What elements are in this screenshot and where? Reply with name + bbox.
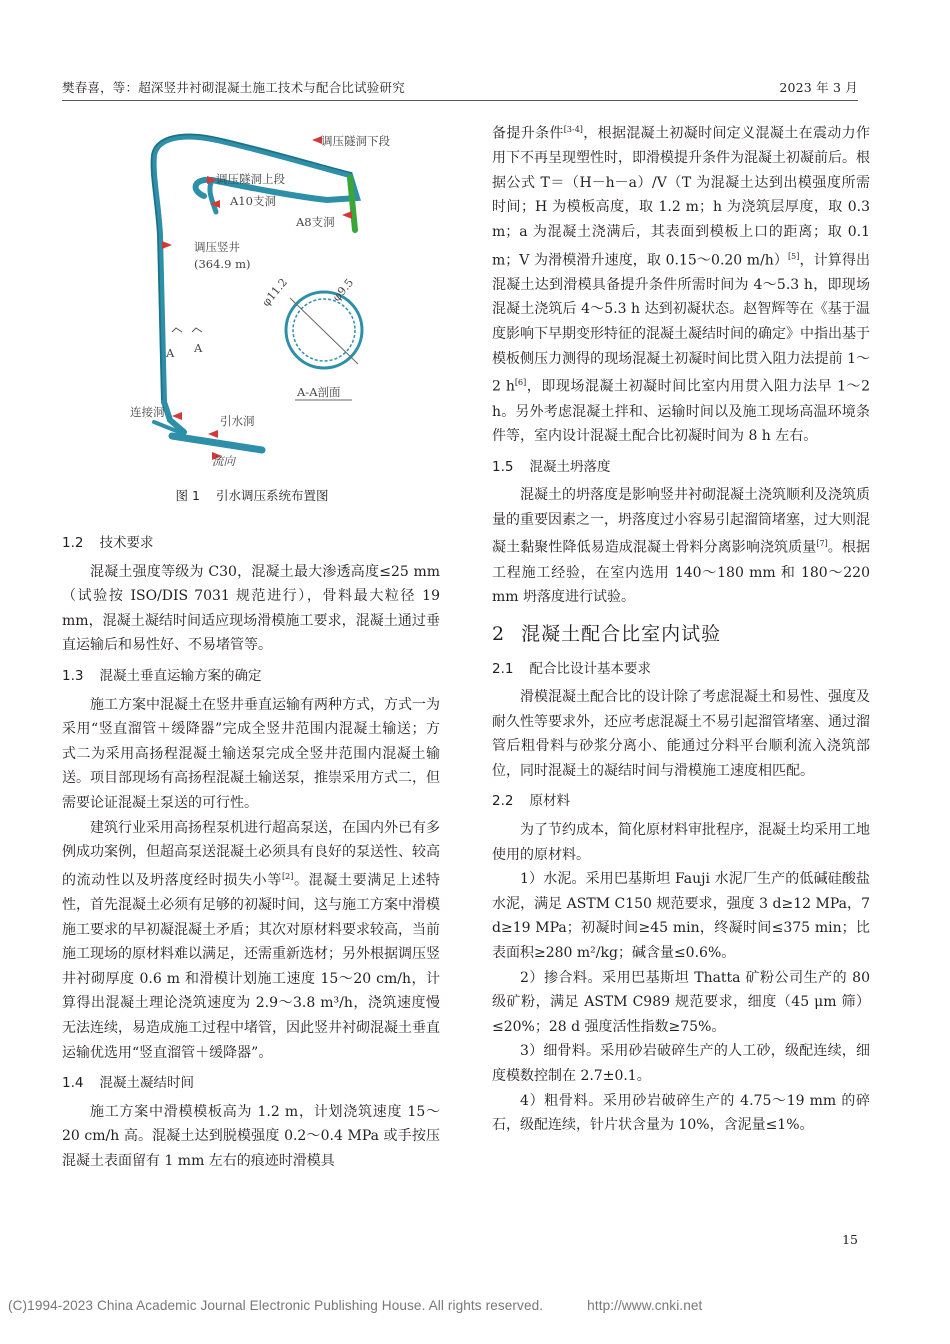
section-2-heading: 2 混凝土配合比室内试验 bbox=[492, 622, 722, 645]
section-1-4-continued: 备提升条件[3-4]，根据混凝土初凝时间定义混凝土在震动力作用下不再呈现塑性时，即滑模提升条件为混凝土初凝前后。根据公式 T＝（H－h－a）/V（T 为混凝土达到出模强度所需时间；H 为模板高度，取 1.2 m；h 为浇筑层厚度，取 0.3 m；a 为混凝土浇满后，其表面到模板上口的距离；取 0.1 m；V 为滑模滑升速度，取 0.15～0.20 m/h）[5]，计算得出混凝土达到滑模具备提升条件所需时间为 4～5.3 h，即现场混凝土浇筑后 4～5.3 h 达到初凝状态。赵智辉等在《基于温度影响下早期变形特征的混凝土凝结时间的确定》中指出基于模板侧压力测得的现场混凝土初凝时间比贯入阻力法提前 1～2 h[6]，即现场混凝土初凝时间比室内用贯入阻力法早 1～2 h。另外考虑混凝土拌和、运输时间以及施工现场高温环境条件等，室内设计混凝土配合比初凝时间为 8 h 左右。 bbox=[492, 125, 871, 445]
label-lower-section: 调压隧洞下段 bbox=[321, 134, 390, 148]
section-1-5-para: 混凝土的坍落度是影响竖井衬砌混凝土浇筑顺利及浇筑质量的重要因素之一，坍落度过小容易引起溜筒堵塞，过大则混凝土黏聚性降低易造成混凝土骨料分离影响浇筑质量[7]。根据工程施工经验，在室内选用 140～180 mm 和 180～220 mm 坍落度进行试验。 bbox=[492, 487, 871, 606]
label-shaft-height: (364.9 m) bbox=[194, 257, 251, 271]
figure-1-diagram bbox=[112, 120, 412, 475]
figure-1-caption bbox=[62, 486, 442, 504]
cross-section-dimension bbox=[290, 298, 358, 364]
section-1-2-body: 混凝土强度等级为 C30，混凝土最大渗透高度≤25 mm（试验按 ISO/DIS 7031 规范进行），骨料最大粒径 19 mm，混凝土凝结时间适应现场滑模施工要求，混凝土通过垂直运输后和易性好、不易堵管等。 bbox=[62, 563, 440, 654]
section-1-5-heading: 1.5 混凝土坍落度 bbox=[492, 458, 611, 475]
figure-1-caption-label: 图 1 bbox=[175, 488, 200, 503]
citation-2: [2] bbox=[282, 871, 294, 881]
section-2-1-heading: 2.1 配合比设计基本要求 bbox=[492, 660, 651, 677]
diversion-tunnel bbox=[172, 436, 262, 450]
label-flow: 流向 bbox=[212, 454, 235, 468]
label-diameter-outer: φ11.2 bbox=[259, 275, 291, 309]
label-shaft: 调压竖井 bbox=[194, 240, 240, 254]
label-section-a-left: A bbox=[166, 346, 175, 360]
material-coarse-aggregate: 4）粗骨料。采用砂岩破碎生产的 4.75～19 mm 的碎石，级配连续，针片状含量为 10%，含泥量≤1%。 bbox=[492, 1092, 870, 1134]
section-1-3-para-1: 施工方案中混凝土在竖井垂直运输有两种方式，方式一为采用“竖直溜管＋缓降器”完成全竖井范围内混凝土输送；方式二为采用高扬程混凝土输送泵完成全竖井范围内混凝土输送。项目部现场有高扬程混凝土输送泵，推崇采用方式二，但需要论证混凝土泵送的可行性。 bbox=[62, 696, 440, 811]
section-cut-marks bbox=[172, 328, 202, 332]
label-a8: A8支洞 bbox=[296, 215, 335, 229]
material-fine-aggregate: 3）细骨料。采用砂岩破碎生产的人工砂，级配连续，细度模数控制在 2.7±0.1。 bbox=[492, 1043, 870, 1084]
footer-copyright: (C)1994-2023 China Academic Journal Electronic Publishing House. All rights reserved. bbox=[8, 1298, 544, 1313]
figure-1 bbox=[112, 120, 412, 475]
label-diversion: 引水洞 bbox=[220, 414, 255, 428]
label-upper-section: 调压隧洞上段 bbox=[216, 172, 285, 186]
section-2-2-heading: 2.2 原材料 bbox=[492, 793, 570, 810]
section-1-4-heading: 1.4 混凝土凝结时间 bbox=[62, 1075, 194, 1092]
label-section-aa: A-A剖面 bbox=[297, 385, 341, 399]
material-cement: 1）水泥。采用巴基斯坦 Fauji 水泥厂生产的低碱硅酸盐水泥，满足 ASTM C150 规范要求，强度 3 d≥12 MPa，7 d≥19 MPa；初凝时间≥45 min，终凝时间≤375 min；比表面积≥280 m²/kg；碱含量≤0.6%。 bbox=[492, 871, 870, 962]
citation-6: [6] bbox=[514, 378, 527, 388]
label-connect: 连接洞 bbox=[130, 405, 165, 419]
material-admixture: 2）掺合料。采用巴基斯坦 Thatta 矿粉公司生产的 80 级矿粉，满足 ASTM C989 规范要求，细度（45 μm 筛）≤20%；28 d 强度活性指数≥75%。 bbox=[492, 969, 870, 1035]
section-1-3-heading: 1.3 混凝土垂直运输方案的确定 bbox=[62, 667, 262, 684]
footer bbox=[8, 1298, 702, 1313]
label-section-a-right: A bbox=[194, 341, 203, 355]
figure-1-caption-text: 引水调压系统布置图 bbox=[215, 488, 329, 503]
section-1-3-para-2: 建筑行业采用高扬程泵机进行超高泵送，在国内外已有多例成功案例，但超高泵送混凝土必须具有良好的泵送性、较高的流动性以及坍落度经时损失小等[2]。混凝土要满足上述特性，首先混凝土必须有足够的初凝时间，这与施工方案中滑模施工要求的早初凝混凝土矛盾；其次对原材料要求较高，当前施工现场的原材料难以满足，还需重新选材；另外根据调压竖井衬砌厚度 0.6 m 和滑模计划施工速度 15～20 cm/h，计算得出混凝土理论浇筑速度为 2.9～3.8 m³/h，浇筑速度慢无法连续，易造成施工过程中堵管，因此竖井衬砌混凝土垂直运输优选用“竖直溜管＋缓降器”。 bbox=[62, 819, 441, 1061]
label-diameter-inner: φ9.5 bbox=[330, 276, 357, 304]
label-a10: A10支洞 bbox=[230, 194, 276, 208]
running-header-title: 樊春喜，等：超深竖井衬砌混凝土施工技术与配合比试验研究 bbox=[62, 80, 405, 95]
header-rule bbox=[62, 100, 858, 101]
running-header-date: 2023 年 3 月 bbox=[779, 80, 858, 95]
page-number: 15 bbox=[842, 1232, 858, 1247]
section-2-2-para: 为了节约成本，简化原材料审批程序，混凝土均采用工地使用的原材料。 bbox=[492, 822, 870, 863]
citation-5: [5] bbox=[788, 251, 800, 261]
citation-7: [7] bbox=[816, 539, 828, 549]
footer-url[interactable]: http://www.cnki.net bbox=[587, 1298, 703, 1313]
right-column bbox=[492, 118, 870, 1138]
left-column bbox=[62, 525, 440, 1174]
citation-3-4: [3-4] bbox=[563, 125, 583, 134]
section-1-4-para: 施工方案中滑模模板高为 1.2 m，计划浇筑速度 15～20 cm/h 高。混凝土达到脱模强度 0.2～0.4 MPa 或手按压混凝土表面留有 1 mm 左右的痕迹时滑模具 bbox=[62, 1103, 440, 1169]
section-2-1-para: 滑模混凝土配合比的设计除了考虑混凝土和易性、强度及耐久性等要求外，还应考虑混凝土不易引起溜管堵塞、通过溜管后粗骨料与砂浆分离小、能通过分料平台顺利流入浇筑部位，同时混凝土的凝结时间与滑模施工速度相匹配。 bbox=[492, 689, 870, 779]
section-1-2-heading: 1.2 技术要求 bbox=[62, 535, 154, 551]
